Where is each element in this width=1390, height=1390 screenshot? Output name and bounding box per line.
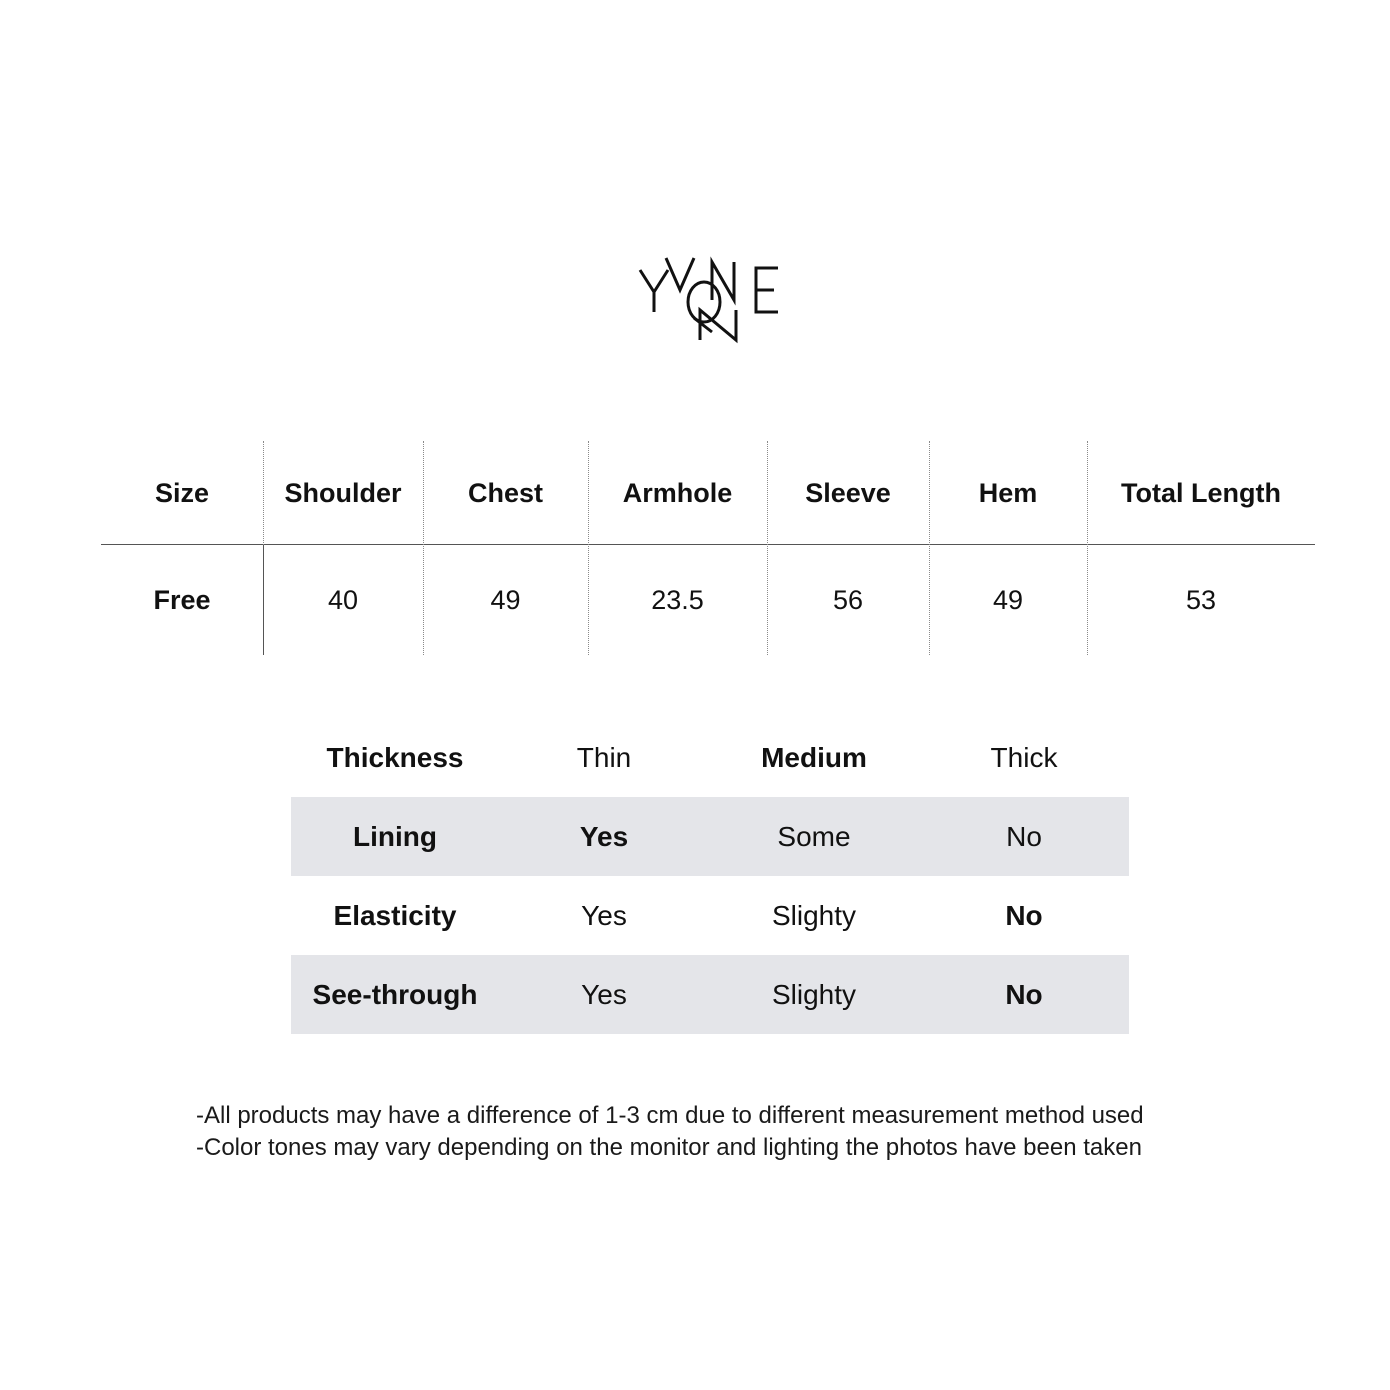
attribute-option: No — [1005, 978, 1043, 1010]
size-chart-row-free — [101, 545, 1315, 655]
attribute-option: Thick — [990, 741, 1058, 773]
attribute-row-see-through — [291, 955, 1129, 1034]
size-chart-header-row — [101, 441, 1315, 545]
cell-shoulder: 40 — [327, 584, 359, 615]
attribute-option: Some — [777, 820, 851, 852]
header-hem: Hem — [978, 477, 1038, 508]
attribute-label: Lining — [353, 820, 437, 852]
brand-logo-mark — [620, 240, 800, 350]
cell-armhole: 23.5 — [651, 584, 704, 615]
header-total-length: Total Length — [1121, 477, 1281, 508]
attribute-option: Yes — [579, 820, 629, 852]
brand-logo — [620, 240, 800, 350]
column-divider — [929, 441, 930, 655]
cell-hem: 49 — [992, 584, 1024, 615]
attribute-option: No — [1006, 820, 1042, 852]
header-armhole: Armhole — [622, 477, 733, 508]
disclaimer-note: -All products may have a difference of 1-3 cm due to different measurement method used — [196, 1102, 1144, 1129]
header-size: Size — [154, 477, 210, 508]
header-shoulder: Shoulder — [284, 477, 402, 508]
column-divider — [423, 441, 424, 655]
cell-sleeve: 56 — [832, 584, 864, 615]
attribute-option: Yes — [581, 978, 627, 1010]
fabric-attribute-table — [291, 718, 1129, 1034]
attribute-row-elasticity — [291, 876, 1129, 955]
disclaimer-notes — [196, 1100, 1296, 1164]
column-divider — [263, 441, 264, 545]
disclaimer-note: -Color tones may vary depending on the monitor and lighting the photos have been taken — [196, 1134, 1142, 1161]
attribute-option: Thin — [576, 741, 632, 773]
column-divider — [263, 545, 264, 655]
attribute-label: Elasticity — [333, 899, 457, 931]
column-divider — [1087, 441, 1088, 655]
attribute-option: Medium — [761, 741, 867, 773]
attribute-row-lining — [291, 797, 1129, 876]
attribute-row-thickness — [291, 718, 1129, 797]
attribute-label: Thickness — [326, 741, 464, 773]
attribute-option: No — [1005, 899, 1043, 931]
header-chest: Chest — [467, 477, 543, 508]
cell-total-length: 53 — [1185, 584, 1217, 615]
cell-chest: 49 — [490, 584, 521, 615]
cell-size: Free — [153, 584, 211, 615]
attribute-option: Slighty — [771, 978, 857, 1010]
attribute-label: See-through — [312, 978, 478, 1010]
column-divider — [588, 441, 589, 655]
column-divider — [767, 441, 768, 655]
size-chart-table — [101, 441, 1315, 655]
attribute-option: Yes — [581, 899, 627, 931]
header-sleeve: Sleeve — [805, 477, 891, 508]
attribute-option: Slighty — [771, 899, 857, 931]
